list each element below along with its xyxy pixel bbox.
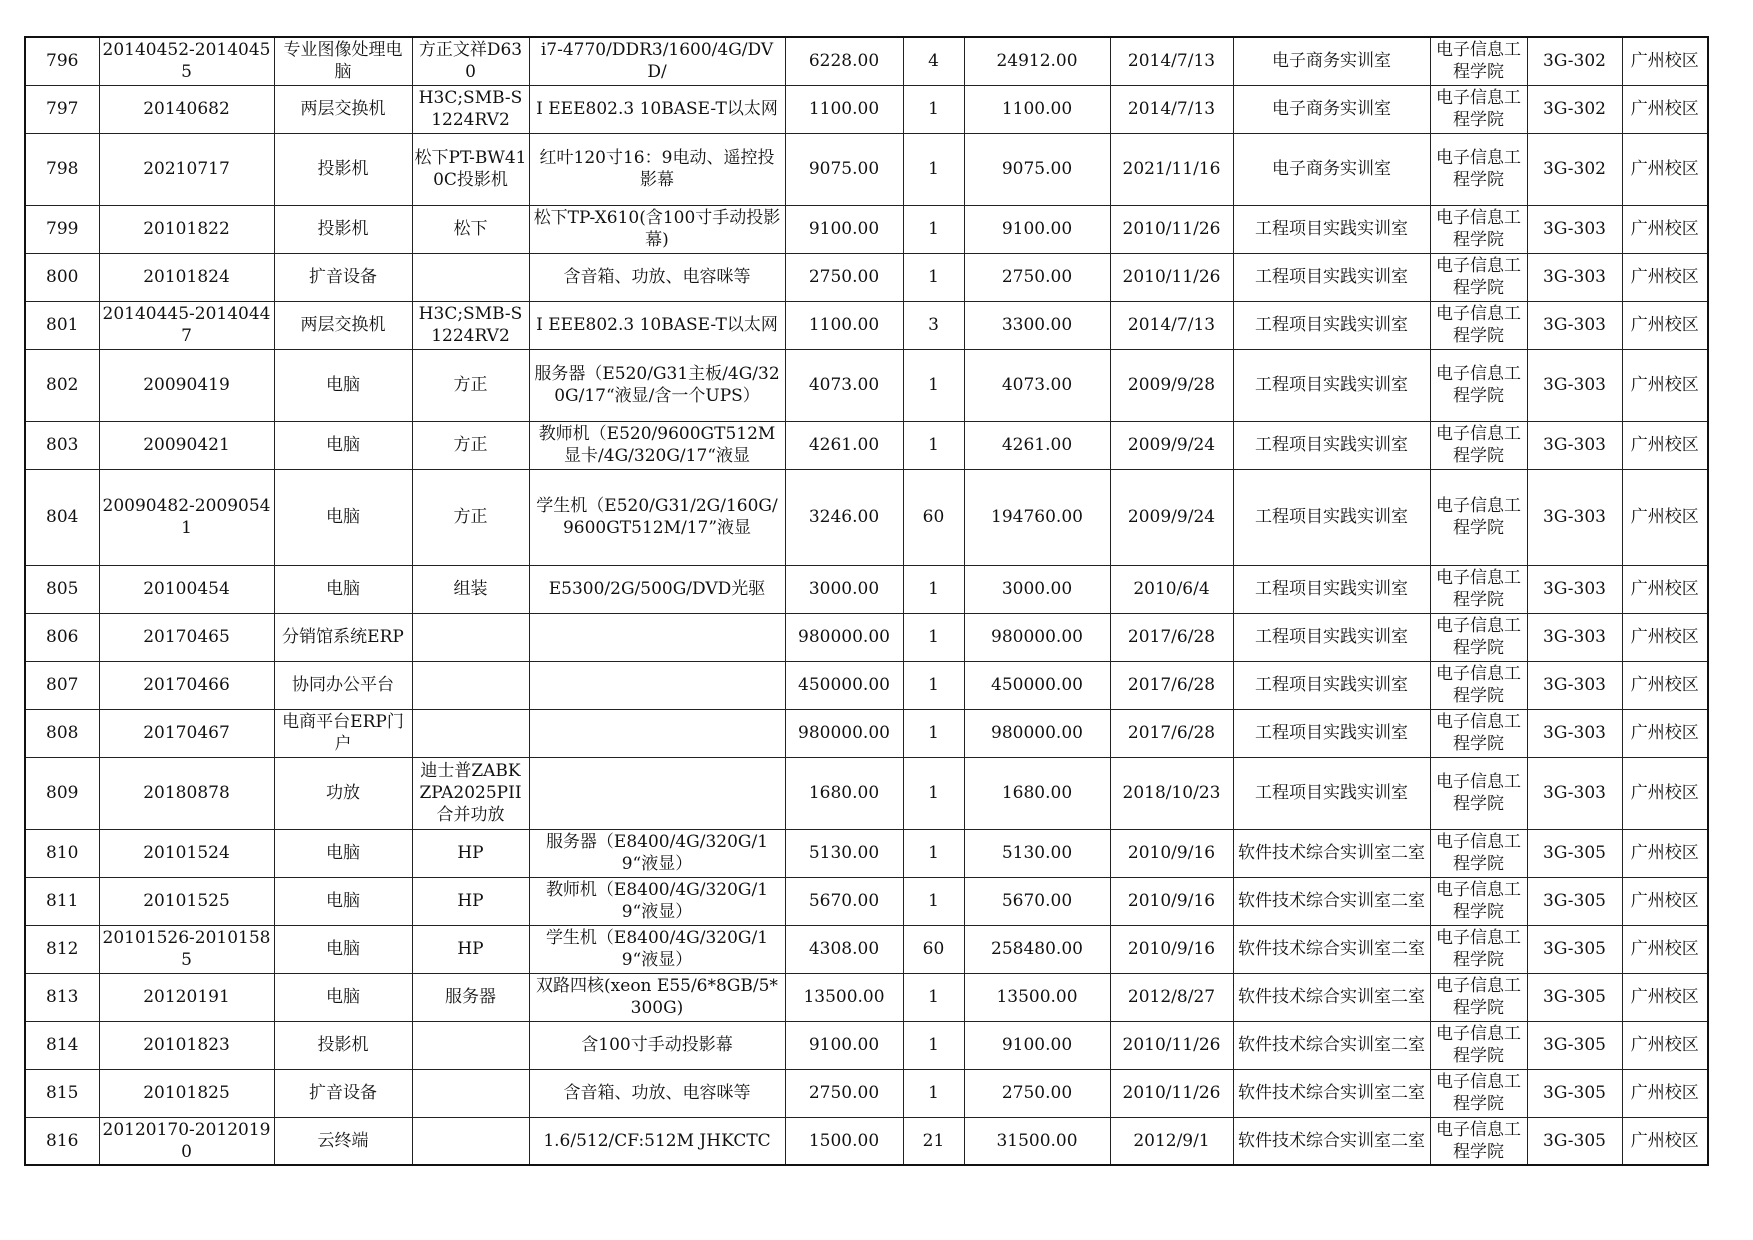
asset-id-cell: 20140445-20140447 (99, 301, 274, 349)
department-cell: 电子信息工程学院 (1430, 205, 1527, 253)
campus-cell: 广州校区 (1622, 205, 1708, 253)
total-amount-cell: 9100.00 (964, 1021, 1110, 1069)
total-amount-cell: 980000.00 (964, 709, 1110, 757)
lab-name-cell: 软件技术综合实训室二室 (1233, 829, 1430, 877)
specification-cell: 1.6/512/CF:512M JHKCTC (529, 1117, 785, 1165)
campus-cell: 广州校区 (1622, 133, 1708, 205)
unit-price-cell: 9100.00 (785, 1021, 903, 1069)
unit-price-cell: 3000.00 (785, 565, 903, 613)
asset-id-cell: 20101822 (99, 205, 274, 253)
row-number-cell: 816 (25, 1117, 99, 1165)
unit-price-cell: 9100.00 (785, 205, 903, 253)
brand-model-cell (412, 709, 529, 757)
asset-name-cell: 电脑 (274, 925, 412, 973)
asset-id-cell: 20101824 (99, 253, 274, 301)
total-amount-cell: 13500.00 (964, 973, 1110, 1021)
table-row (25, 661, 1708, 709)
total-amount-cell: 258480.00 (964, 925, 1110, 973)
row-number-cell: 804 (25, 469, 99, 565)
row-number-cell: 812 (25, 925, 99, 973)
quantity-cell: 1 (903, 877, 964, 925)
campus-cell: 广州校区 (1622, 37, 1708, 85)
campus-cell: 广州校区 (1622, 877, 1708, 925)
purchase-date-cell: 2017/6/28 (1110, 661, 1233, 709)
unit-price-cell: 1680.00 (785, 757, 903, 829)
department-cell: 电子信息工程学院 (1430, 661, 1527, 709)
row-number-cell: 799 (25, 205, 99, 253)
total-amount-cell: 24912.00 (964, 37, 1110, 85)
department-cell: 电子信息工程学院 (1430, 925, 1527, 973)
table-body (25, 37, 1708, 1165)
lab-name-cell: 电子商务实训室 (1233, 85, 1430, 133)
purchase-date-cell: 2014/7/13 (1110, 85, 1233, 133)
purchase-date-cell: 2010/9/16 (1110, 877, 1233, 925)
quantity-cell: 60 (903, 925, 964, 973)
table-row (25, 877, 1708, 925)
purchase-date-cell: 2009/9/24 (1110, 421, 1233, 469)
purchase-date-cell: 2012/9/1 (1110, 1117, 1233, 1165)
unit-price-cell: 4308.00 (785, 925, 903, 973)
purchase-date-cell: 2012/8/27 (1110, 973, 1233, 1021)
total-amount-cell: 1680.00 (964, 757, 1110, 829)
table-row (25, 973, 1708, 1021)
table-row (25, 421, 1708, 469)
brand-model-cell: 服务器 (412, 973, 529, 1021)
asset-id-cell: 20090482-20090541 (99, 469, 274, 565)
asset-id-cell: 20101525 (99, 877, 274, 925)
total-amount-cell: 5130.00 (964, 829, 1110, 877)
asset-id-cell: 20140682 (99, 85, 274, 133)
specification-cell (529, 613, 785, 661)
department-cell: 电子信息工程学院 (1430, 709, 1527, 757)
room-cell: 3G-303 (1527, 709, 1622, 757)
quantity-cell: 1 (903, 1069, 964, 1117)
campus-cell: 广州校区 (1622, 709, 1708, 757)
unit-price-cell: 2750.00 (785, 1069, 903, 1117)
table-row (25, 757, 1708, 829)
purchase-date-cell: 2017/6/28 (1110, 613, 1233, 661)
specification-cell: 教师机（E520/9600GT512M显卡/4G/320G/17“液显 (529, 421, 785, 469)
table-row (25, 253, 1708, 301)
quantity-cell: 1 (903, 757, 964, 829)
brand-model-cell (412, 253, 529, 301)
specification-cell: i7-4770/DDR3/1600/4G/DVD/ (529, 37, 785, 85)
campus-cell: 广州校区 (1622, 661, 1708, 709)
quantity-cell: 1 (903, 709, 964, 757)
lab-name-cell: 软件技术综合实训室二室 (1233, 1117, 1430, 1165)
total-amount-cell: 4261.00 (964, 421, 1110, 469)
lab-name-cell: 工程项目实践实训室 (1233, 205, 1430, 253)
asset-name-cell: 电脑 (274, 565, 412, 613)
room-cell: 3G-303 (1527, 613, 1622, 661)
asset-name-cell: 电脑 (274, 973, 412, 1021)
row-number-cell: 807 (25, 661, 99, 709)
row-number-cell: 815 (25, 1069, 99, 1117)
table-row (25, 829, 1708, 877)
asset-id-cell: 20090421 (99, 421, 274, 469)
room-cell: 3G-303 (1527, 349, 1622, 421)
purchase-date-cell: 2010/9/16 (1110, 829, 1233, 877)
total-amount-cell: 5670.00 (964, 877, 1110, 925)
asset-name-cell: 投影机 (274, 133, 412, 205)
department-cell: 电子信息工程学院 (1430, 133, 1527, 205)
department-cell: 电子信息工程学院 (1430, 757, 1527, 829)
department-cell: 电子信息工程学院 (1430, 877, 1527, 925)
department-cell: 电子信息工程学院 (1430, 349, 1527, 421)
table-row (25, 1069, 1708, 1117)
specification-cell: 含音箱、功放、电容咪等 (529, 1069, 785, 1117)
table-row (25, 565, 1708, 613)
room-cell: 3G-305 (1527, 829, 1622, 877)
asset-name-cell: 专业图像处理电脑 (274, 37, 412, 85)
department-cell: 电子信息工程学院 (1430, 1021, 1527, 1069)
quantity-cell: 1 (903, 421, 964, 469)
purchase-date-cell: 2018/10/23 (1110, 757, 1233, 829)
quantity-cell: 4 (903, 37, 964, 85)
table-row (25, 709, 1708, 757)
asset-id-cell: 20101823 (99, 1021, 274, 1069)
department-cell: 电子信息工程学院 (1430, 37, 1527, 85)
campus-cell: 广州校区 (1622, 1069, 1708, 1117)
total-amount-cell: 3000.00 (964, 565, 1110, 613)
asset-id-cell: 20120191 (99, 973, 274, 1021)
asset-name-cell: 协同办公平台 (274, 661, 412, 709)
table-row (25, 133, 1708, 205)
department-cell: 电子信息工程学院 (1430, 1069, 1527, 1117)
unit-price-cell: 1100.00 (785, 301, 903, 349)
table-row (25, 1117, 1708, 1165)
quantity-cell: 1 (903, 205, 964, 253)
lab-name-cell: 工程项目实践实训室 (1233, 469, 1430, 565)
quantity-cell: 1 (903, 661, 964, 709)
brand-model-cell: H3C;SMB-S1224RV2 (412, 85, 529, 133)
quantity-cell: 1 (903, 85, 964, 133)
specification-cell (529, 709, 785, 757)
room-cell: 3G-305 (1527, 877, 1622, 925)
total-amount-cell: 194760.00 (964, 469, 1110, 565)
room-cell: 3G-303 (1527, 205, 1622, 253)
lab-name-cell: 工程项目实践实训室 (1233, 349, 1430, 421)
asset-name-cell: 扩音设备 (274, 253, 412, 301)
room-cell: 3G-305 (1527, 1069, 1622, 1117)
room-cell: 3G-302 (1527, 37, 1622, 85)
brand-model-cell: 方正 (412, 421, 529, 469)
department-cell: 电子信息工程学院 (1430, 973, 1527, 1021)
department-cell: 电子信息工程学院 (1430, 469, 1527, 565)
brand-model-cell (412, 1021, 529, 1069)
lab-name-cell: 电子商务实训室 (1233, 37, 1430, 85)
brand-model-cell: 方正文祥D630 (412, 37, 529, 85)
quantity-cell: 1 (903, 1021, 964, 1069)
lab-name-cell: 电子商务实训室 (1233, 133, 1430, 205)
purchase-date-cell: 2021/11/16 (1110, 133, 1233, 205)
table-row (25, 301, 1708, 349)
lab-name-cell: 工程项目实践实训室 (1233, 565, 1430, 613)
campus-cell: 广州校区 (1622, 565, 1708, 613)
unit-price-cell: 2750.00 (785, 253, 903, 301)
purchase-date-cell: 2010/11/26 (1110, 205, 1233, 253)
brand-model-cell (412, 661, 529, 709)
asset-name-cell: 分销馆系统ERP (274, 613, 412, 661)
asset-name-cell: 投影机 (274, 1021, 412, 1069)
purchase-date-cell: 2009/9/28 (1110, 349, 1233, 421)
total-amount-cell: 1100.00 (964, 85, 1110, 133)
asset-name-cell: 电脑 (274, 349, 412, 421)
brand-model-cell: H3C;SMB-S1224RV2 (412, 301, 529, 349)
unit-price-cell: 5130.00 (785, 829, 903, 877)
room-cell: 3G-302 (1527, 133, 1622, 205)
table-row (25, 613, 1708, 661)
brand-model-cell: HP (412, 829, 529, 877)
asset-name-cell: 云终端 (274, 1117, 412, 1165)
room-cell: 3G-303 (1527, 421, 1622, 469)
asset-name-cell: 电商平台ERP门户 (274, 709, 412, 757)
specification-cell: E5300/2G/500G/DVD光驱 (529, 565, 785, 613)
room-cell: 3G-302 (1527, 85, 1622, 133)
asset-name-cell: 电脑 (274, 877, 412, 925)
table-row (25, 1021, 1708, 1069)
total-amount-cell: 4073.00 (964, 349, 1110, 421)
brand-model-cell: 组装 (412, 565, 529, 613)
row-number-cell: 803 (25, 421, 99, 469)
brand-model-cell (412, 1069, 529, 1117)
room-cell: 3G-305 (1527, 1117, 1622, 1165)
total-amount-cell: 9075.00 (964, 133, 1110, 205)
quantity-cell: 3 (903, 301, 964, 349)
asset-name-cell: 电脑 (274, 421, 412, 469)
row-number-cell: 798 (25, 133, 99, 205)
specification-cell (529, 757, 785, 829)
asset-name-cell: 扩音设备 (274, 1069, 412, 1117)
row-number-cell: 801 (25, 301, 99, 349)
brand-model-cell (412, 1117, 529, 1165)
campus-cell: 广州校区 (1622, 85, 1708, 133)
unit-price-cell: 9075.00 (785, 133, 903, 205)
department-cell: 电子信息工程学院 (1430, 829, 1527, 877)
department-cell: 电子信息工程学院 (1430, 85, 1527, 133)
campus-cell: 广州校区 (1622, 829, 1708, 877)
asset-id-cell: 20170466 (99, 661, 274, 709)
asset-id-cell: 20101526-20101585 (99, 925, 274, 973)
lab-name-cell: 软件技术综合实训室二室 (1233, 925, 1430, 973)
lab-name-cell: 软件技术综合实训室二室 (1233, 1021, 1430, 1069)
asset-name-cell: 投影机 (274, 205, 412, 253)
table-row (25, 37, 1708, 85)
asset-id-cell: 20180878 (99, 757, 274, 829)
specification-cell: 服务器（E520/G31主板/4G/320G/17“液显/含一个UPS） (529, 349, 785, 421)
brand-model-cell: 松下 (412, 205, 529, 253)
specification-cell: 含100寸手动投影幕 (529, 1021, 785, 1069)
lab-name-cell: 工程项目实践实训室 (1233, 613, 1430, 661)
row-number-cell: 810 (25, 829, 99, 877)
asset-id-cell: 20120170-20120190 (99, 1117, 274, 1165)
lab-name-cell: 软件技术综合实训室二室 (1233, 973, 1430, 1021)
purchase-date-cell: 2010/6/4 (1110, 565, 1233, 613)
unit-price-cell: 1100.00 (785, 85, 903, 133)
lab-name-cell: 工程项目实践实训室 (1233, 301, 1430, 349)
asset-id-cell: 20140452-20140455 (99, 37, 274, 85)
purchase-date-cell: 2010/11/26 (1110, 1069, 1233, 1117)
asset-id-cell: 20101524 (99, 829, 274, 877)
total-amount-cell: 450000.00 (964, 661, 1110, 709)
unit-price-cell: 5670.00 (785, 877, 903, 925)
unit-price-cell: 4073.00 (785, 349, 903, 421)
department-cell: 电子信息工程学院 (1430, 613, 1527, 661)
purchase-date-cell: 2014/7/13 (1110, 37, 1233, 85)
campus-cell: 广州校区 (1622, 301, 1708, 349)
specification-cell: 含音箱、功放、电容咪等 (529, 253, 785, 301)
unit-price-cell: 6228.00 (785, 37, 903, 85)
total-amount-cell: 31500.00 (964, 1117, 1110, 1165)
total-amount-cell: 980000.00 (964, 613, 1110, 661)
table-row (25, 925, 1708, 973)
unit-price-cell: 3246.00 (785, 469, 903, 565)
total-amount-cell: 9100.00 (964, 205, 1110, 253)
quantity-cell: 21 (903, 1117, 964, 1165)
specification-cell: 双路四核(xeon E55/6*8GB/5*300G) (529, 973, 785, 1021)
row-number-cell: 809 (25, 757, 99, 829)
campus-cell: 广州校区 (1622, 613, 1708, 661)
room-cell: 3G-305 (1527, 973, 1622, 1021)
purchase-date-cell: 2010/9/16 (1110, 925, 1233, 973)
lab-name-cell: 工程项目实践实训室 (1233, 253, 1430, 301)
total-amount-cell: 3300.00 (964, 301, 1110, 349)
table-row (25, 205, 1708, 253)
campus-cell: 广州校区 (1622, 925, 1708, 973)
specification-cell: I EEE802.3 10BASE-T以太网 (529, 301, 785, 349)
campus-cell: 广州校区 (1622, 421, 1708, 469)
row-number-cell: 811 (25, 877, 99, 925)
quantity-cell: 60 (903, 469, 964, 565)
campus-cell: 广州校区 (1622, 469, 1708, 565)
unit-price-cell: 13500.00 (785, 973, 903, 1021)
asset-name-cell: 电脑 (274, 469, 412, 565)
department-cell: 电子信息工程学院 (1430, 301, 1527, 349)
department-cell: 电子信息工程学院 (1430, 565, 1527, 613)
room-cell: 3G-303 (1527, 565, 1622, 613)
unit-price-cell: 1500.00 (785, 1117, 903, 1165)
total-amount-cell: 2750.00 (964, 253, 1110, 301)
room-cell: 3G-305 (1527, 1021, 1622, 1069)
table-row (25, 85, 1708, 133)
specification-cell: 学生机（E520/G31/2G/160G/9600GT512M/17”液显 (529, 469, 785, 565)
asset-id-cell: 20101825 (99, 1069, 274, 1117)
lab-name-cell: 软件技术综合实训室二室 (1233, 877, 1430, 925)
department-cell: 电子信息工程学院 (1430, 421, 1527, 469)
quantity-cell: 1 (903, 565, 964, 613)
brand-model-cell: 松下PT-BW410C投影机 (412, 133, 529, 205)
purchase-date-cell: 2010/11/26 (1110, 1021, 1233, 1069)
department-cell: 电子信息工程学院 (1430, 253, 1527, 301)
asset-id-cell: 20170465 (99, 613, 274, 661)
room-cell: 3G-303 (1527, 253, 1622, 301)
purchase-date-cell: 2009/9/24 (1110, 469, 1233, 565)
campus-cell: 广州校区 (1622, 253, 1708, 301)
lab-name-cell: 工程项目实践实训室 (1233, 757, 1430, 829)
row-number-cell: 800 (25, 253, 99, 301)
lab-name-cell: 软件技术综合实训室二室 (1233, 1069, 1430, 1117)
unit-price-cell: 980000.00 (785, 709, 903, 757)
purchase-date-cell: 2014/7/13 (1110, 301, 1233, 349)
campus-cell: 广州校区 (1622, 1117, 1708, 1165)
row-number-cell: 802 (25, 349, 99, 421)
campus-cell: 广州校区 (1622, 757, 1708, 829)
row-number-cell: 806 (25, 613, 99, 661)
brand-model-cell: HP (412, 925, 529, 973)
brand-model-cell: 迪士普ZABKZPA2025PII合并功放 (412, 757, 529, 829)
room-cell: 3G-305 (1527, 925, 1622, 973)
asset-id-cell: 20090419 (99, 349, 274, 421)
campus-cell: 广州校区 (1622, 973, 1708, 1021)
asset-name-cell: 功放 (274, 757, 412, 829)
row-number-cell: 805 (25, 565, 99, 613)
room-cell: 3G-303 (1527, 661, 1622, 709)
row-number-cell: 813 (25, 973, 99, 1021)
specification-cell: 松下TP-X610(含100寸手动投影幕) (529, 205, 785, 253)
brand-model-cell: 方正 (412, 469, 529, 565)
row-number-cell: 814 (25, 1021, 99, 1069)
purchase-date-cell: 2017/6/28 (1110, 709, 1233, 757)
unit-price-cell: 4261.00 (785, 421, 903, 469)
quantity-cell: 1 (903, 613, 964, 661)
specification-cell (529, 661, 785, 709)
asset-id-cell: 20170467 (99, 709, 274, 757)
unit-price-cell: 450000.00 (785, 661, 903, 709)
unit-price-cell: 980000.00 (785, 613, 903, 661)
specification-cell: 红叶120寸16：9电动、遥控投影幕 (529, 133, 785, 205)
department-cell: 电子信息工程学院 (1430, 1117, 1527, 1165)
specification-cell: 教师机（E8400/4G/320G/19“液显） (529, 877, 785, 925)
brand-model-cell: 方正 (412, 349, 529, 421)
quantity-cell: 1 (903, 133, 964, 205)
asset-name-cell: 两层交换机 (274, 85, 412, 133)
specification-cell: I EEE802.3 10BASE-T以太网 (529, 85, 785, 133)
specification-cell: 学生机（E8400/4G/320G/19“液显） (529, 925, 785, 973)
asset-table (24, 36, 1709, 1166)
row-number-cell: 808 (25, 709, 99, 757)
brand-model-cell: HP (412, 877, 529, 925)
table-row (25, 469, 1708, 565)
campus-cell: 广州校区 (1622, 349, 1708, 421)
lab-name-cell: 工程项目实践实训室 (1233, 709, 1430, 757)
specification-cell: 服务器（E8400/4G/320G/19“液显） (529, 829, 785, 877)
quantity-cell: 1 (903, 349, 964, 421)
lab-name-cell: 工程项目实践实训室 (1233, 661, 1430, 709)
asset-name-cell: 两层交换机 (274, 301, 412, 349)
total-amount-cell: 2750.00 (964, 1069, 1110, 1117)
room-cell: 3G-303 (1527, 469, 1622, 565)
room-cell: 3G-303 (1527, 301, 1622, 349)
row-number-cell: 796 (25, 37, 99, 85)
asset-id-cell: 20100454 (99, 565, 274, 613)
asset-name-cell: 电脑 (274, 829, 412, 877)
quantity-cell: 1 (903, 973, 964, 1021)
row-number-cell: 797 (25, 85, 99, 133)
purchase-date-cell: 2010/11/26 (1110, 253, 1233, 301)
table-row (25, 349, 1708, 421)
quantity-cell: 1 (903, 829, 964, 877)
brand-model-cell (412, 613, 529, 661)
lab-name-cell: 工程项目实践实训室 (1233, 421, 1430, 469)
campus-cell: 广州校区 (1622, 1021, 1708, 1069)
quantity-cell: 1 (903, 253, 964, 301)
asset-id-cell: 20210717 (99, 133, 274, 205)
room-cell: 3G-303 (1527, 757, 1622, 829)
